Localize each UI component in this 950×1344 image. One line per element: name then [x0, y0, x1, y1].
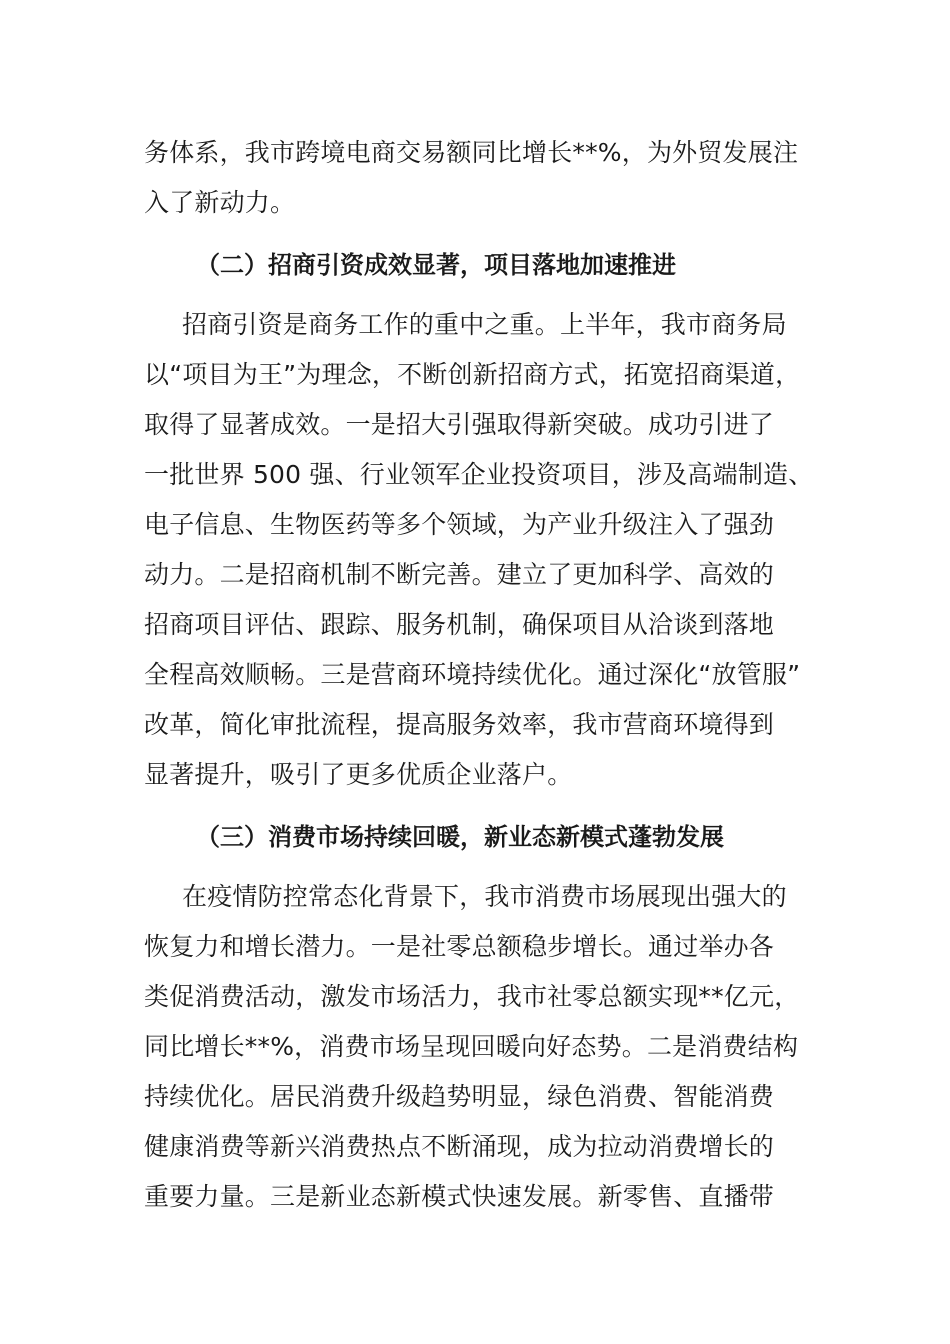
section2-line-8: 全程高效顺畅。三是营商环境持续优化。通过深化“放管服” — [144, 660, 801, 689]
section2-line-9: 改革，简化审批流程，提高服务效率，我市营商环境得到 — [144, 710, 775, 739]
section3-line-5: 持续优化。居民消费升级趋势明显，绿色消费、智能消费 — [144, 1082, 775, 1111]
document-page — [144, 128, 844, 1222]
section3-line-3: 类促消费活动，激发市场活力，我市社零总额实现**亿元， — [144, 982, 800, 1011]
section3-heading: （三）消费市场持续回暖，新业态新模式蓬勃发展 — [196, 823, 724, 851]
section2-line-7: 招商项目评估、跟踪、服务机制，确保项目从洽谈到落地 — [144, 610, 775, 639]
section2-line-10: 显著提升，吸引了更多优质企业落户。 — [144, 760, 573, 789]
section3-line-6: 健康消费等新兴消费热点不断涌现，成为拉动消费增长的 — [144, 1132, 775, 1161]
section2-line-6: 动力。二是招商机制不断完善。建立了更加科学、高效的 — [144, 560, 775, 589]
section3-body — [144, 872, 844, 1222]
section2-body — [144, 300, 844, 800]
section2-line-4: 一批世界 500 强、行业领军企业投资项目，涉及高端制造、 — [144, 460, 814, 489]
section3-line-4: 同比增长**%，消费市场呈现回暖向好态势。二是消费结构 — [144, 1032, 799, 1061]
section2-line-5: 电子信息、生物医药等多个领域，为产业升级注入了强劲 — [144, 510, 775, 539]
section3-line-7: 重要力量。三是新业态新模式快速发展。新零售、直播带 — [144, 1182, 775, 1211]
section2-heading: （二）招商引资成效显著，项目落地加速推进 — [196, 251, 676, 279]
section2-line-3: 取得了显著成效。一是招大引强取得新突破。成功引进了 — [144, 410, 775, 439]
intro-line-1: 务体系，我市跨境电商交易额同比增长**%，为外贸发展注 — [144, 138, 799, 167]
section3-line-1: 在疫情防控常态化背景下，我市消费市场展现出强大的 — [182, 882, 787, 911]
section2-line-2: 以“项目为王”为理念，不断创新招商方式，拓宽招商渠道， — [144, 360, 801, 389]
intro-line-2: 入了新动力。 — [144, 188, 296, 217]
section2-line-1: 招商引资是商务工作的重中之重。上半年，我市商务局 — [182, 310, 787, 339]
section3-line-2: 恢复力和增长潜力。一是社零总额稳步增长。通过举办各 — [144, 932, 775, 961]
